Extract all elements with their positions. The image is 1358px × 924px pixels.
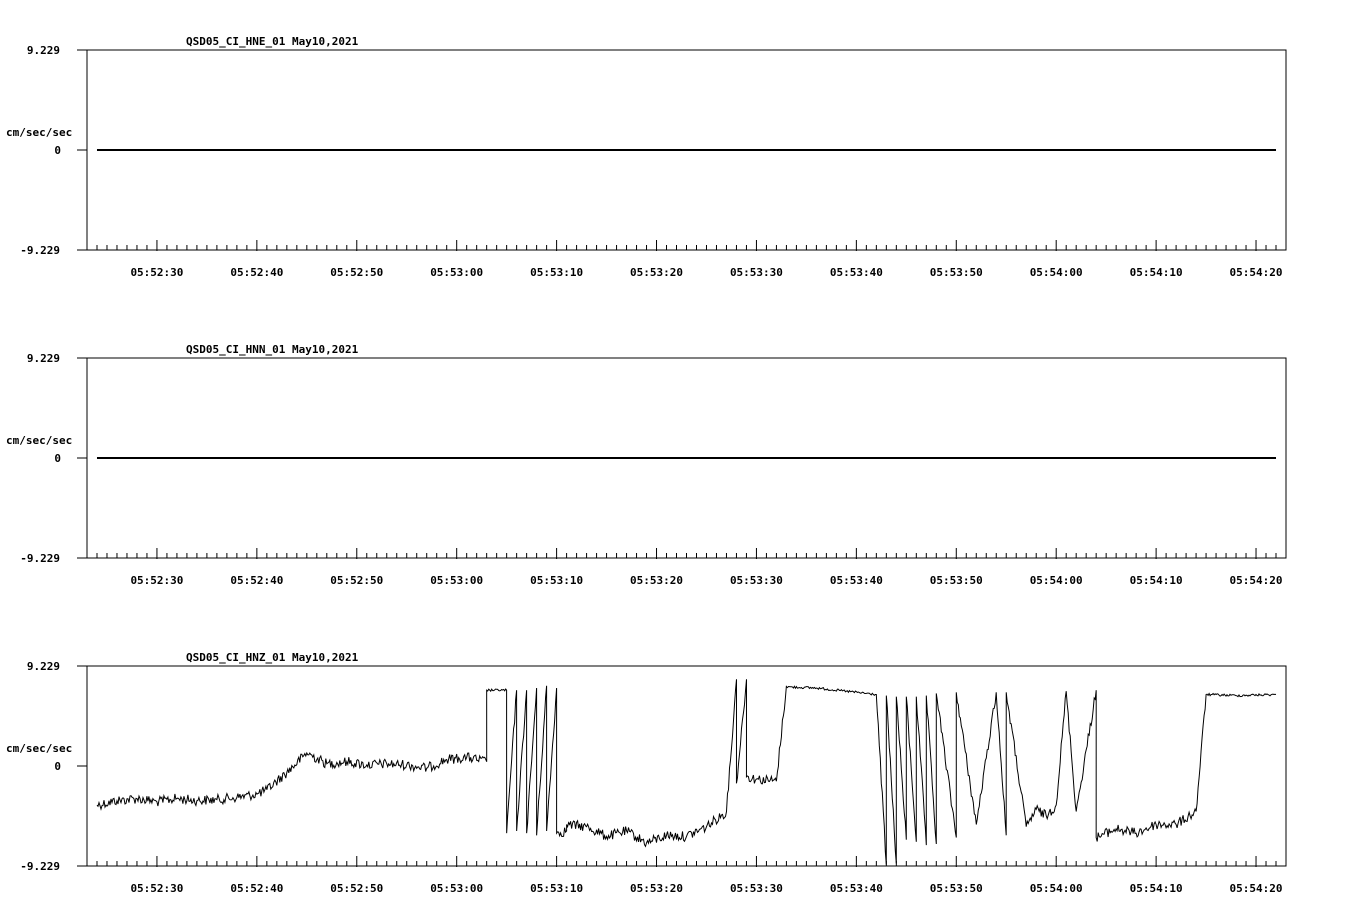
y-tick-label: -9.229 (20, 552, 60, 565)
x-tick-label: 05:54:20 (1229, 882, 1283, 895)
x-tick-label: 05:53:10 (530, 574, 584, 587)
x-tick-label: 05:53:10 (530, 266, 584, 279)
panel-title: QSD05_CI_HNN_01 May10,2021 (186, 343, 359, 356)
x-tick-label: 05:53:20 (630, 574, 684, 587)
x-tick-label: 05:54:10 (1129, 574, 1183, 587)
x-tick-label: 05:52:40 (230, 882, 284, 895)
y-axis-label: cm/sec/sec (6, 126, 73, 139)
x-tick-label: 05:54:20 (1229, 574, 1283, 587)
panel-1 (6, 35, 1286, 279)
x-tick-label: 05:53:30 (729, 574, 783, 587)
y-tick-label: -9.229 (20, 860, 60, 873)
x-tick-label: 05:54:10 (1129, 266, 1183, 279)
x-tick-label: 05:53:50 (929, 266, 983, 279)
y-tick-label: 9.229 (26, 352, 60, 365)
x-tick-label: 05:52:30 (130, 266, 184, 279)
x-tick-label: 05:52:30 (130, 574, 184, 587)
panel-title: QSD05_CI_HNZ_01 May10,2021 (186, 651, 359, 664)
x-tick-label: 05:54:00 (1029, 882, 1083, 895)
y-tick-label: 0 (54, 144, 61, 157)
x-tick-label: 05:52:50 (330, 882, 384, 895)
y-tick-label: 9.229 (26, 44, 60, 57)
x-tick-label: 05:52:40 (230, 574, 284, 587)
x-tick-label: 05:53:00 (430, 882, 484, 895)
x-tick-label: 05:53:30 (729, 882, 783, 895)
panel-title: QSD05_CI_HNE_01 May10,2021 (186, 35, 359, 48)
x-tick-label: 05:53:50 (929, 574, 983, 587)
x-tick-label: 05:53:30 (729, 266, 783, 279)
x-tick-label: 05:53:50 (929, 882, 983, 895)
x-tick-label: 05:53:20 (630, 266, 684, 279)
x-tick-label: 05:53:40 (829, 266, 883, 279)
y-axis-label: cm/sec/sec (6, 434, 73, 447)
x-tick-label: 05:52:50 (330, 266, 384, 279)
y-axis-label: cm/sec/sec (6, 742, 73, 755)
x-tick-label: 05:52:50 (330, 574, 384, 587)
x-tick-label: 05:52:30 (130, 882, 184, 895)
x-tick-label: 05:53:20 (630, 882, 684, 895)
x-tick-label: 05:54:00 (1029, 266, 1083, 279)
x-tick-label: 05:52:40 (230, 266, 284, 279)
panel-2 (6, 343, 1286, 587)
x-tick-label: 05:54:10 (1129, 882, 1183, 895)
x-tick-label: 05:53:10 (530, 882, 584, 895)
y-tick-label: 9.229 (26, 660, 60, 673)
trace-line (97, 679, 1276, 864)
y-tick-label: 0 (54, 452, 61, 465)
panel-3 (6, 651, 1286, 895)
x-tick-label: 05:53:40 (829, 574, 883, 587)
x-tick-label: 05:54:20 (1229, 266, 1283, 279)
y-tick-label: 0 (54, 760, 61, 773)
y-tick-label: -9.229 (20, 244, 60, 257)
x-tick-label: 05:53:00 (430, 266, 484, 279)
x-tick-label: 05:53:00 (430, 574, 484, 587)
x-tick-label: 05:54:00 (1029, 574, 1083, 587)
x-tick-label: 05:53:40 (829, 882, 883, 895)
